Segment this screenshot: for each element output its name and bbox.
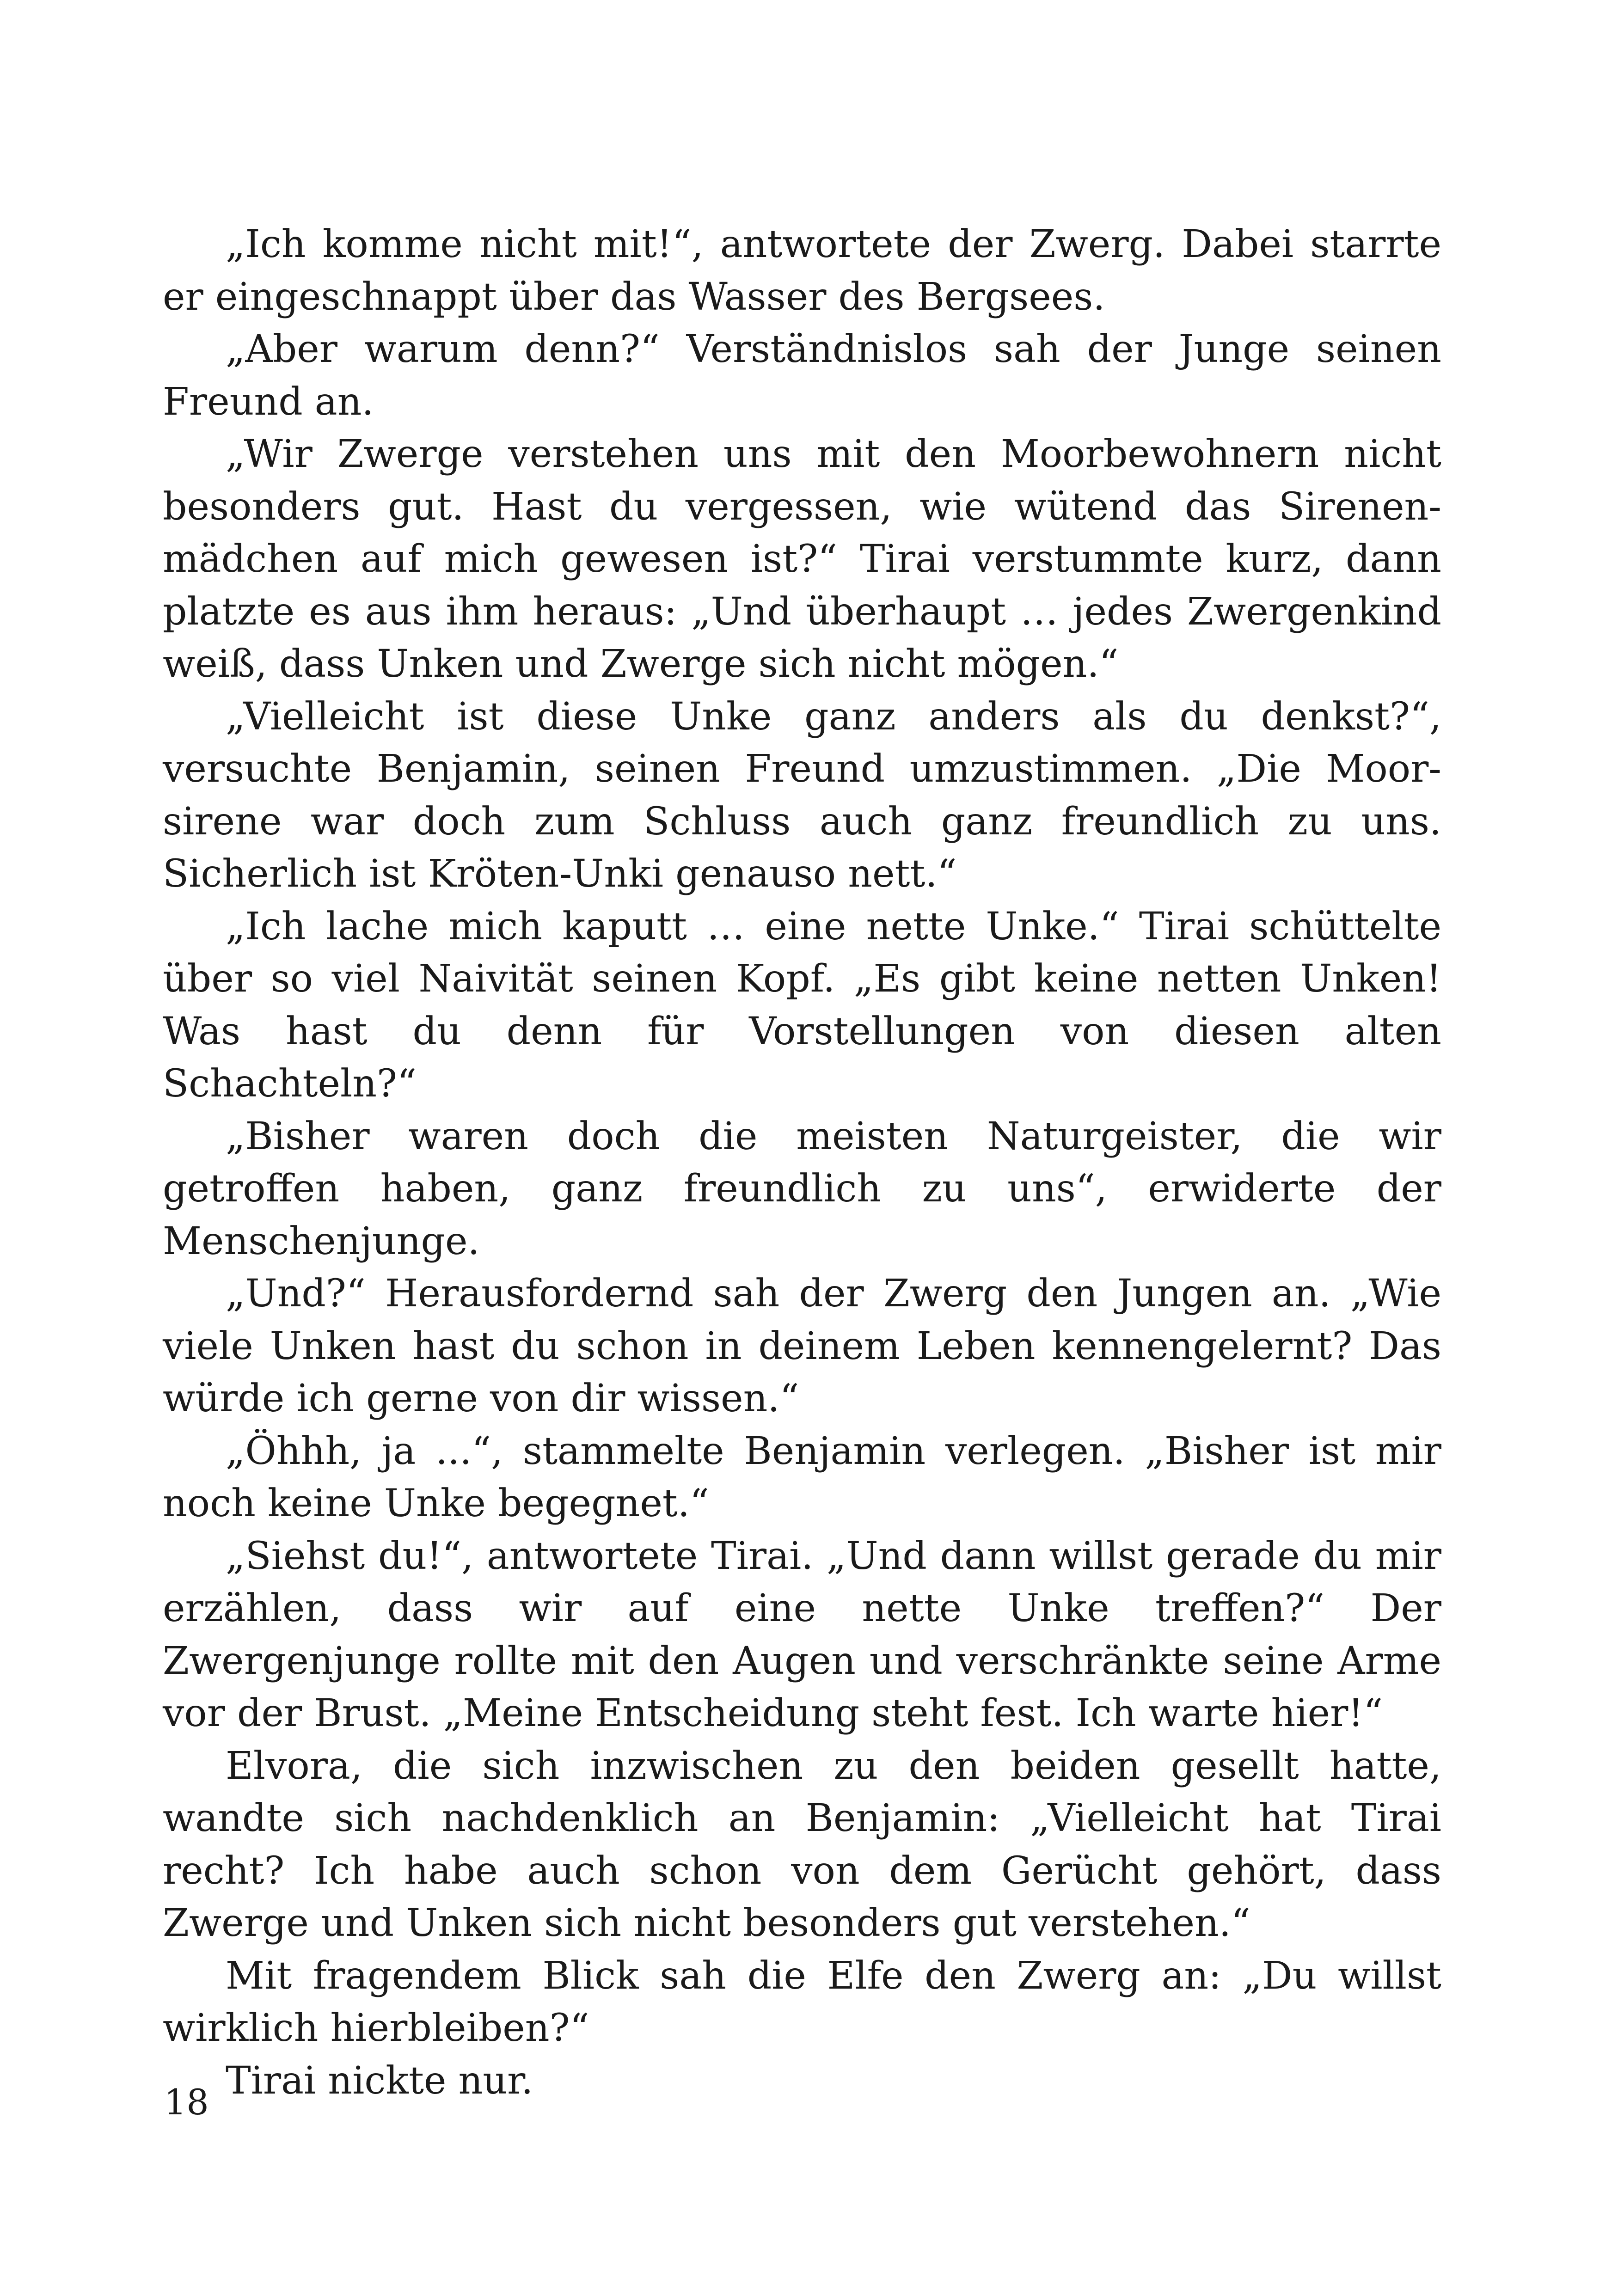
paragraph-5: „Ich lache mich kaputt … eine nette Unke.“ Tirai schüttelte über so viel Naivität seinen Kopf. „Es gibt keine netten Unken! Was hast du denn für Vorstellungen von diesen alten Schachteln?“ <box>163 904 1441 1106</box>
body-text <box>163 218 1441 2107</box>
paragraph-6: „Bisher waren doch die meisten Naturgeister, die wir getroffen haben, ganz freundlich zu uns“, erwiderte der Menschenjunge. <box>163 1114 1441 1263</box>
paragraph-7: „Und?“ Herausfordernd sah der Zwerg den Jungen an. „Wie viele Unken hast du schon in deinem Leben kennengelernt? Das würde ich gerne von dir wissen.“ <box>163 1272 1441 1420</box>
paragraph-4: „Vielleicht ist diese Unke ganz anders als du denkst?“, versuchte Benjamin, seinen Freund umzustimmen. „Die Moorsirene war doch zum Schluss auch ganz freundlich zu uns. Sicherlich ist Kröten-Unki genauso nett.“ <box>163 694 1441 896</box>
paragraph-2: „Aber warum denn?“ Verständnislos sah der Junge seinen Freund an. <box>163 327 1441 424</box>
paragraph-3: „Wir Zwerge verstehen uns mit den Moorbewohnern nicht besonders gut. Hast du vergessen, wie wütend das Sirenenmädchen auf mich gewesen ist?“ Tirai verstummte kurz, dann platzte es aus ihm heraus: „Und überhaupt … jedes Zwergenkind weiß, dass Unken und Zwerge sich nicht mögen.“ <box>163 432 1441 686</box>
paragraph-10: Elvora, die sich inzwischen zu den beiden gesellt hatte, wandte sich nachdenklich an Benjamin: „Vielleicht hat Tirai recht? Ich habe auch schon von dem Gerücht gehört, dass Zwerge und Unken sich nicht besonders gut verstehen.“ <box>163 1744 1441 1945</box>
paragraph-12: Tirai nickte nur. <box>226 2058 533 2103</box>
page-number: 18 <box>164 2082 209 2123</box>
paragraph-11: Mit fragendem Blick sah die Elfe den Zwerg an: „Du willst wirklich hierbleiben?“ <box>163 1953 1441 2050</box>
paragraph-9: „Siehst du!“, antwortete Tirai. „Und dann willst gerade du mir erzählen, dass wir auf eine nette Unke treffen?“ Der Zwergenjunge rollte mit den Augen und verschränkte seine Arme vor der Brust. „Meine Entscheidung steht fest. Ich warte hier!“ <box>163 1534 1441 1735</box>
paragraph-1: „Ich komme nicht mit!“, antwortete der Zwerg. Dabei starrte er eingeschnappt über das Wasser des Bergsees. <box>163 222 1441 319</box>
paragraph-8: „Öhhh, ja ...“, stammelte Benjamin verlegen. „Bisher ist mir noch keine Unke begegnet.“ <box>163 1429 1441 1525</box>
